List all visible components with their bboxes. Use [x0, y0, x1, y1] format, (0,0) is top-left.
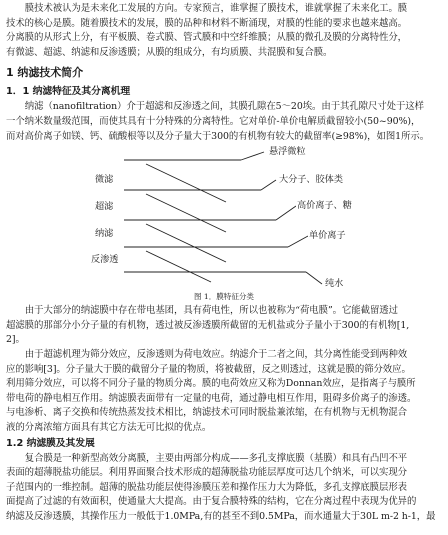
nanofiltration-paragraph: [6, 100, 442, 144]
text-line: 应的影响[3]。分子量大于膜的截留分子量的物质，将被截留，反之则透过，这就是膜的筛分效应。: [6, 363, 411, 375]
membrane-classification-figure: [6, 144, 442, 291]
label-multivalent-ions-sugar: 高价离子、糖: [297, 200, 352, 212]
text-line: 由于大部分的纳滤膜中存在带电基团，具有荷电性，所以也被称为“荷电膜”。它能截留透过: [24, 305, 398, 317]
leader-monovalent-ions: [288, 236, 308, 247]
text-line: 2]。: [6, 334, 25, 346]
text-line: 而对高价离子如镁、钙、硫酸根等以及分子量大于300的有机物有较大的截留率(≥98%)，如图1所示。: [6, 130, 430, 142]
text-line: 由于超滤机理为筛分效应，反渗透则为荷电效应。纳滤介于二者之间，其分离性能受到两种效: [24, 348, 408, 360]
leader-suspended-particles: [241, 152, 264, 160]
composite-membrane-paragraph: [6, 452, 442, 525]
text-line: 纳滤及反渗透膜，其操作压力一般低于1.0MPa,有的甚至不到0.5MPa，而水通量大于30L m-2 h-1，最: [6, 510, 436, 522]
label-ultrafiltration: 超滤: [95, 201, 114, 213]
text-line: 膜技术被认为是未来化工发展的方向。专家预言，谁掌握了膜技术，谁就掌握了未来化工。膜: [24, 3, 408, 14]
label-reverse-osmosis: 反渗透: [91, 254, 119, 266]
text-line: 一个纳米数量级范围，而使其具有十分特殊的分离特性。它对单价-单价电解质截留较小(50~90%)，: [6, 115, 421, 127]
leader-multivalent-ions: [276, 206, 296, 220]
charged-membrane-paragraph: [6, 304, 442, 348]
text-line: 面提高了过滤的有效面积，使通量大大提高。由于复合膜特殊的结构，它在分离过程中表现为优异的: [6, 496, 417, 508]
text-line: 液的分离浓缩方面具有其它方法无可比拟的优点。: [6, 421, 212, 433]
figure-caption: 图 1．膜特征分类: [194, 292, 254, 302]
membrane-line-reverse-osmosis: [146, 251, 211, 282]
text-line: 纳滤（nanofiltration）介于超滤和反渗透之间，其膜孔隙在5～20埃。由于其孔隙尺寸处于这样: [24, 101, 424, 113]
leader-macromolecules: [261, 180, 276, 190]
membrane-diagram: [6, 144, 442, 291]
text-line: 带电荷的静电相互作用。纳滤膜表面带有一定量的电荷，通过静电相互作用，阻碍多价离子的渗透。: [6, 392, 417, 404]
membrane-line-microfiltration: [146, 164, 226, 202]
label-microfiltration: 微滤: [95, 174, 114, 186]
label-monovalent-ions: 单价离子: [309, 230, 346, 242]
membrane-line-ultrafiltration: [146, 194, 226, 232]
intro-paragraph: [6, 2, 442, 60]
text-line: 超滤膜的那部分小分子量的有机物，透过被反渗透膜所截留的无机盐或分子量小于300的有机物[1,: [6, 319, 410, 331]
text-line: 与电渗析、离子交换和传统热蒸发技术相比，纳滤技术可同时脱盐兼浓缩，在有机物与无机物混合: [6, 407, 407, 419]
label-suspended-particles: 悬浮微粒: [269, 146, 306, 158]
text-line: 复合膜是一种新型高效分离膜，主要由两部分构成——多孔支撑底膜（基膜）和具有凸凹不平: [24, 452, 408, 464]
label-pure-water: 纯水: [325, 278, 344, 290]
text-line: 有微滤、超滤、纳滤和反渗透膜；从膜的组成分，有均质膜、共混膜和复合膜。: [6, 46, 333, 58]
text-line: 分离膜的从形式上分，有平板膜、卷式膜、管式膜和中空纤维膜；从膜的微孔及膜的分离特性分，: [6, 32, 407, 44]
section-heading: 1 纳滤技术简介: [6, 66, 84, 80]
text-line: 技术的核心是膜。随着膜技术的发展，膜的品种和材料不断涌现，对膜的性能的要求也越来越高。: [6, 17, 407, 29]
label-nanofiltration: 纳滤: [95, 228, 114, 240]
label-macromolecules-colloids: 大分子、胶体类: [279, 174, 343, 186]
text-line: 表面的超薄脱盐功能层。利用界面聚合技术形成的超薄脱盐功能层厚度可达几个纳米，可以实现分: [6, 467, 407, 479]
separation-mechanism-paragraph: [6, 348, 442, 436]
leader-pure-water: [306, 272, 322, 284]
text-line: 子范围内的一维控制。超薄的脱盐功能层使得渗膜压差和操作压力大为降低，多孔支撑底膜层形表: [6, 481, 407, 493]
subsection-heading: 1．1 纳滤特征及其分离机理: [6, 86, 131, 98]
text-line: 利用筛分效应，可以将不同分子量的物质分离。膜的电荷效应又称为Donnan效应，是指离子与膜所: [6, 378, 416, 390]
subsection-heading: 1.2 纳滤膜及其发展: [6, 437, 95, 449]
